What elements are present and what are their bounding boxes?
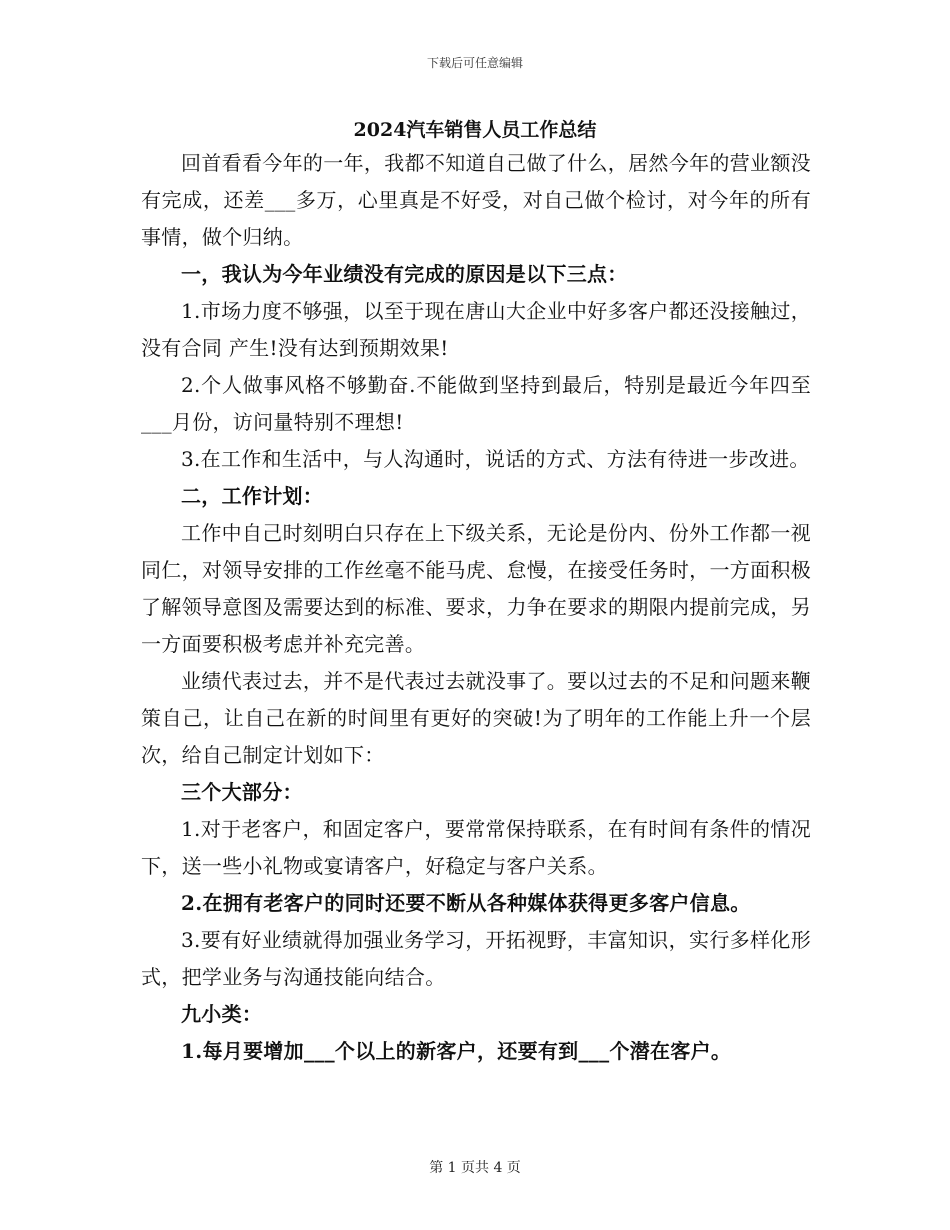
section-heading-plan: 二，工作计划： <box>181 484 324 508</box>
section-heading-reasons: 一，我认为今年业绩没有完成的原因是以下三点： <box>181 262 628 286</box>
section-heading-nine-items: 九小类： <box>181 1002 263 1026</box>
page-header-note: 下载后可任意编辑 <box>426 56 523 70</box>
section-heading-three-parts: 三个大部分： <box>181 780 303 804</box>
document-body <box>141 145 811 1070</box>
paragraph-plan-2: 业绩代表过去，并不是代表过去就没事了。要以过去的不足和问题来鞭策自己，让自己在新的时间里有更好的突破!为了明年的工作能上升一个层次，给自己制定计划如下： <box>141 669 811 767</box>
paragraph-intro: 回首看看今年的一年，我都不知道自己做了什么，居然今年的营业额没有完成，还差___多万，心里真是不好受，对自己做个检讨，对今年的所有事情，做个归纳。 <box>141 151 811 249</box>
document-title: 2024汽车销售人员工作总结 <box>353 119 597 141</box>
paragraph-item-1: 1.每月要增加___个以上的新客户，还要有到___个潜在客户。 <box>181 1039 732 1063</box>
paragraph-part-2: 2.在拥有老客户的同时还要不断从各种媒体获得更多客户信息。 <box>181 891 751 915</box>
paragraph-reason-2: 2.个人做事风格不够勤奋.不能做到坚持到最后，特别是最近今年四至___月份，访问量特别不理想! <box>141 373 811 434</box>
paragraph-plan-1: 工作中自己时刻明白只存在上下级关系，无论是份内、份外工作都一视同仁，对领导安排的工作丝毫不能马虎、怠慢，在接受任务时，一方面积极了解领导意图及需要达到的标准、要求，力争在要求的期限内提前完成，另一方面要积极考虑并补充完善。 <box>141 521 811 656</box>
paragraph-reason-1: 1.市场力度不够强，以至于现在唐山大企业中好多客户都还没接触过，没有合同 产生!没有达到预期效果! <box>141 299 811 360</box>
paragraph-part-1: 1.对于老客户，和固定客户，要常常保持联系，在有时间有条件的情况下，送一些小礼物或宴请客户，好稳定与客户关系。 <box>141 817 811 878</box>
paragraph-reason-3: 3.在工作和生活中，与人沟通时，说话的方式、方法有待进一步改进。 <box>181 447 810 471</box>
page-footer-number: 第 1 页共 4 页 <box>429 1160 521 1176</box>
paragraph-part-3: 3.要有好业绩就得加强业务学习，开拓视野，丰富知识，实行多样化形式，把学业务与沟通技能向结合。 <box>141 928 811 989</box>
